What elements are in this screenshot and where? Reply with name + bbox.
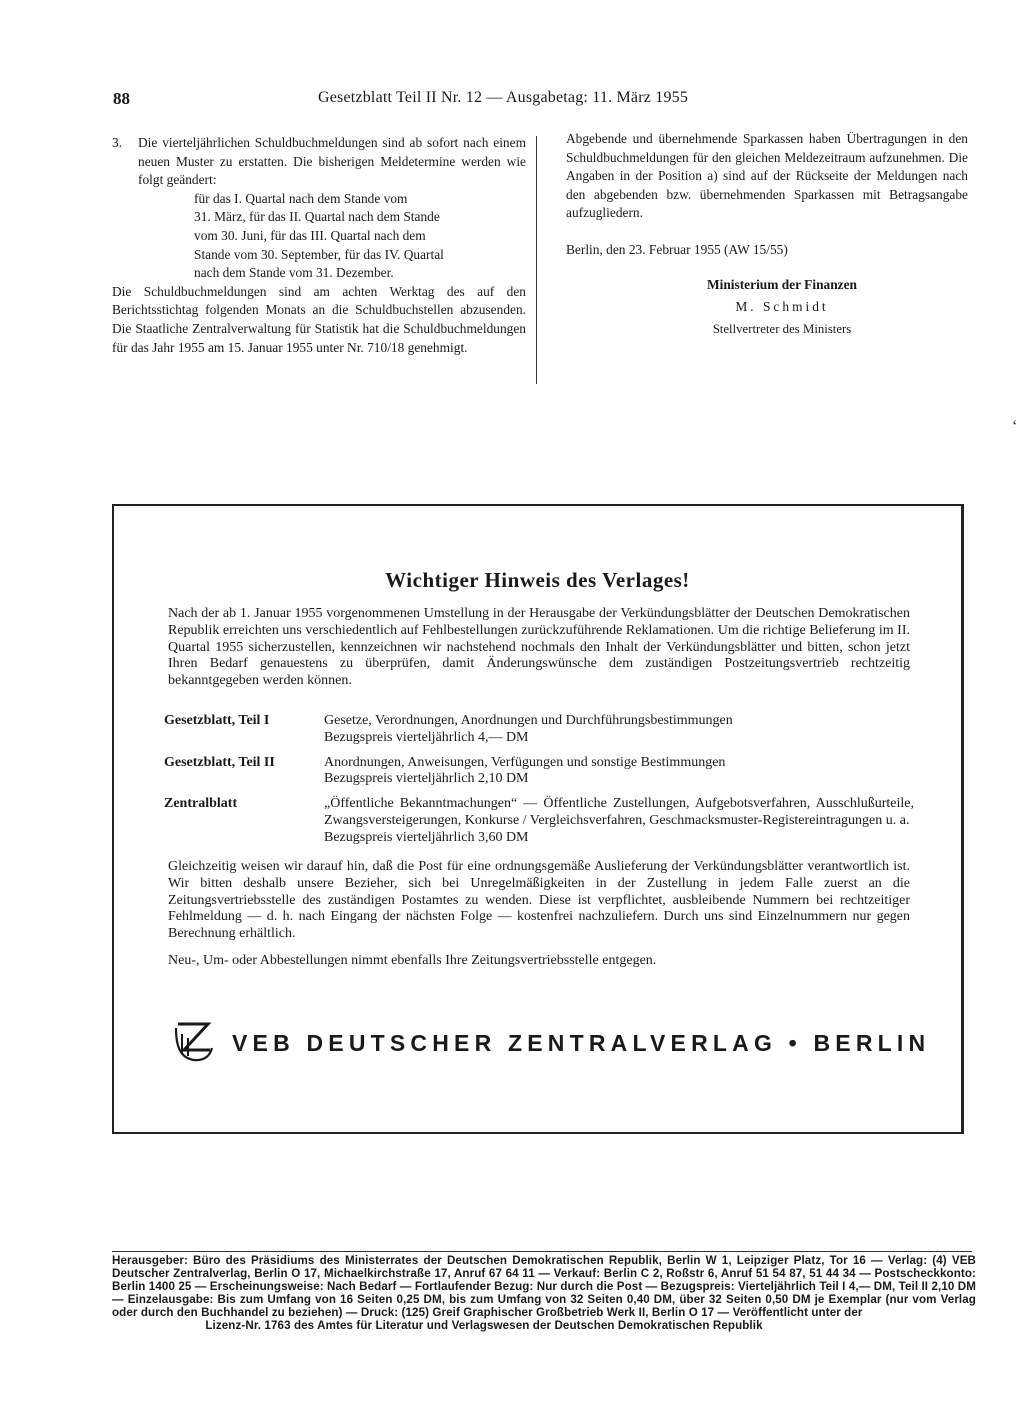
- quarter-line: Stande vom 30. September, für das IV. Quartal: [194, 246, 444, 262]
- left-column: [112, 134, 526, 357]
- notice-intro: Nach der ab 1. Januar 1955 vorgenommenen Umstellung in der Herausgabe der Verkündungsblätter der Deutschen Demokratischen Republik erreichten uns verschiedentlich auf Fehlbestellungen zurückzuführende Reklamationen. Um die richtige Belieferung im II. Quartal 1955 sicherzustellen, kennzeichnen wir nachstehend nochmals den Inhalt der Verkündungsblätter und bitten, schon jetzt Ihren Bedarf genauestens zu überprüfen, damit Änderungswünsche dem zuständigen Postzeitungsvertrieb rechtzeitig bekanntgegeben werden können.: [168, 606, 910, 689]
- signature-ministry: Ministerium der Finanzen: [706, 276, 858, 292]
- publication-description: Anordnungen, Anweisungen, Verfügungen und sonstige Bestimmungen: [324, 754, 726, 770]
- publication-row: [164, 713, 914, 747]
- page-number: 88: [113, 89, 130, 108]
- publication-list: [164, 713, 914, 855]
- signature-date: Berlin, den 23. Februar 1955 (AW 15/55): [566, 241, 788, 257]
- publication-name: Zentralblatt: [164, 796, 238, 812]
- quarter-line: nach dem Stande vom 31. Dezember.: [194, 265, 394, 281]
- item-text: Die vierteljährlichen Schuldbuchmeldungen sind ab sofort nach einem neuen Muster zu erstatten. Die bisherigen Meldetermine werden wie folgt geändert:: [138, 135, 526, 188]
- imprint-text: Herausgeber: Büro des Präsidiums des Ministerrates der Deutschen Demokratischen Republik, Berlin W 1, Leipziger Platz, Tor 16 — Verlag: (4) VEB Deutscher Zentralverlag, Berlin O 17, Michaelkirchstraße 17, Anruf 67 64 11 — Verkauf: Berlin C 2, Roßstr 6, Anruf 51 54 87, 51 44 34 — Postscheckkonto: Berlin 1400 25 — Erscheinungsweise: Nach Bedarf — Fortlaufender Bezug: Nur durch die Post — Bezugspreis: Vierteljährlich Teil I 4,— DM, Teil II 2,10 DM — Einzelausgabe: Bis zum Umfang von 16 Seiten 0,25 DM, bis zum Umfang von 32 Seiten 0,40 DM, über 32 Seiten 0,50 DM je Exemplar (nur vom Verlag oder durch den Buchhandel zu beziehen) — Druck: (125) Greif Graphischer Großbetrieb Werk II, Berlin O 17 — Veröffentlicht unter der: [112, 1254, 976, 1319]
- signature-name: M. Schmidt: [735, 299, 829, 315]
- orders-paragraph: Neu-, Um- oder Abbestellungen nimmt ebenfalls Ihre Zeitungsvertriebsstelle entgegen.: [168, 952, 657, 968]
- transfer-paragraph: Abgebende und übernehmende Sparkassen haben Übertragungen in den Schuldbuchmeldungen für den gleichen Meldezeitraum aufzunehmen. Die Angaben in der Position a) sind auf der Rückseite der Meldungen nach den abgebenden bzw. übernehmenden Sparkassen mit Betragsangabe aufzugliedern.: [566, 131, 968, 221]
- submission-paragraph: Die Schuldbuchmeldungen sind am achten Werktag des auf den Berichtsstichtag folgenden Monats an die Schuldbuchstellen abzusenden. Die Staatliche Zentralverwaltung für Statistik hat die Schuldbuchmeldungen für das Jahr 1955 am 15. Januar 1955 unter Nr. 710/18 genehmigt.: [112, 283, 526, 355]
- imprint: [112, 1254, 976, 1332]
- publication-name: Gesetzblatt, Teil I: [164, 713, 270, 728]
- delivery-paragraph: Gleichzeitig weisen wir darauf hin, daß die Post für eine ordnungsgemäße Auslieferung der Verkündungsblätter verantwortlich ist. Wir bitten deshalb unsere Bezieher, sich bei Unregelmäßigkeiten in der Zustellung in jedem Falle zuerst an die Zeitungsvertriebsstelle des zuständigen Postamtes zu wenden. Diese ist verpflichtet, ausbleibende Nummern bei rechtzeitiger Fehlmeldung — d. h. nach Eingang der nächsten Folge — kostenfrei nachzuliefern. Durch uns sind Einzelnummern nur gegen Berechnung erhältlich.: [168, 859, 910, 942]
- publication-row: [164, 796, 914, 846]
- publication-price: Bezugspreis vierteljährlich 4,— DM: [324, 729, 529, 745]
- publication-price: Bezugspreis vierteljährlich 2,10 DM: [324, 771, 529, 787]
- margin-mark: ʻ: [1012, 418, 1018, 435]
- item-number: 3.: [112, 135, 123, 150]
- column-divider: [536, 136, 537, 384]
- publication-description: „Öffentliche Bekanntmachungen“ — Öffentliche Zustellungen, Aufgebotsverfahren, Ausschlußurteile, Zwangsversteigerungen, Konkurse / Vergleichsverfahren, Geschmacksmuster-Registereintragungen u. a.: [324, 796, 914, 828]
- publication-description: Gesetze, Verordnungen, Anordnungen und Durchführungsbestimmungen: [324, 713, 733, 728]
- quarter-line: für das I. Quartal nach dem Stande vom: [194, 190, 408, 206]
- imprint-divider: [112, 1251, 972, 1252]
- publisher-name: VEB DEUTSCHER ZENTRALVERLAG • BERLIN: [232, 1030, 931, 1056]
- right-column: [566, 130, 968, 338]
- quarter-line: 31. März, für das II. Quartal nach dem Stande: [194, 209, 440, 225]
- numbered-item: [112, 134, 526, 283]
- quarter-dates: [194, 190, 526, 283]
- running-head: Gesetzblatt Teil II Nr. 12 — Ausgabetag: 11. März 1955: [318, 89, 689, 106]
- notice-outro: [168, 859, 910, 970]
- publication-row: [164, 755, 914, 789]
- signature-role: Stellvertreter des Ministers: [712, 321, 852, 336]
- publisher-notice-box: [112, 504, 964, 1134]
- quarter-line: vom 30. Juni, für das III. Quartal nach dem: [194, 227, 426, 243]
- publisher-logo-icon: [174, 1020, 214, 1064]
- notice-title: Wichtiger Hinweis des Verlages!: [385, 568, 690, 592]
- imprint-license: Lizenz-Nr. 1763 des Amtes für Literatur und Verlagswesen der Deutschen Demokratischen Republik: [205, 1319, 763, 1332]
- publication-price: Bezugspreis vierteljährlich 3,60 DM: [324, 829, 529, 845]
- publication-name: Gesetzblatt, Teil II: [164, 754, 275, 770]
